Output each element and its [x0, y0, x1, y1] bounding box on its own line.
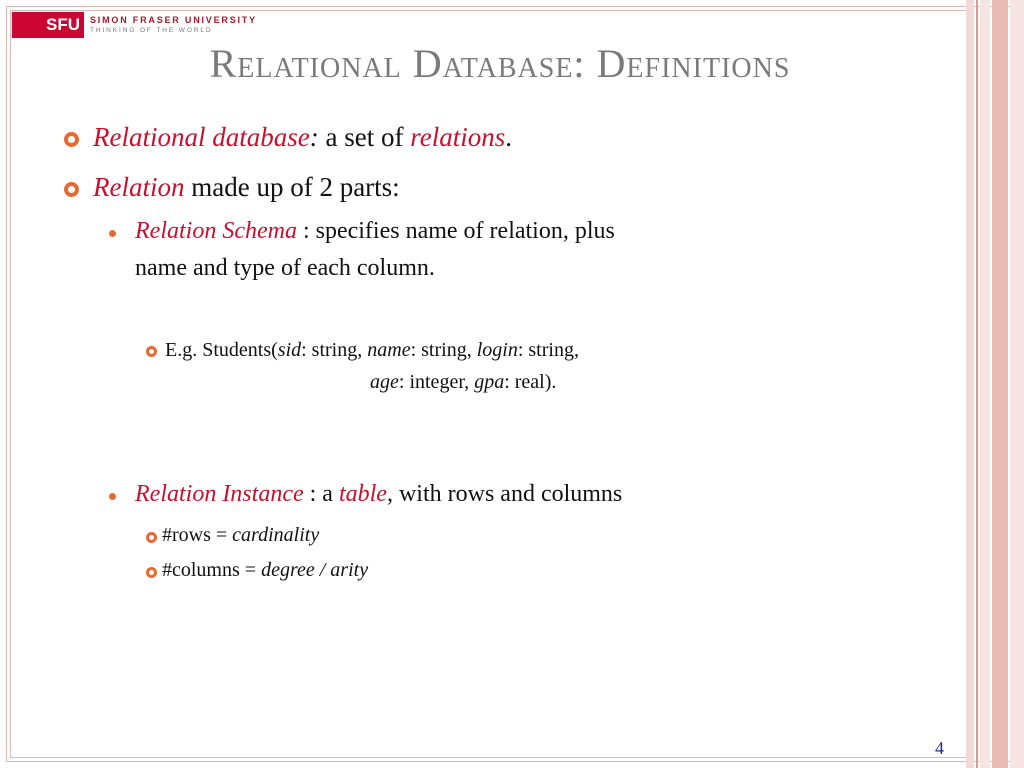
- page-number: 4: [935, 738, 944, 758]
- term-table: table: [338, 481, 387, 507]
- decor-stripe: [992, 0, 1008, 768]
- decor-stripe: [966, 0, 974, 768]
- field-login: login: [476, 339, 518, 361]
- text: E.g. Students(: [165, 339, 278, 361]
- text: #columns =: [162, 559, 262, 581]
- text: .: [505, 122, 512, 152]
- bullet-ring-icon: [146, 532, 157, 543]
- field-sid: sid: [277, 339, 302, 361]
- bullet-rows: [162, 524, 319, 547]
- term-relations: relations: [410, 122, 506, 152]
- bullet-dot-icon: [109, 230, 116, 237]
- bullet-ring-icon: [64, 182, 79, 197]
- bullet-ring-icon: [64, 132, 79, 147]
- sfu-logo: [12, 12, 257, 38]
- decor-stripe: [1010, 0, 1024, 768]
- university-name: SIMON FRASER UNIVERSITY: [90, 15, 257, 25]
- colon: :: [309, 122, 319, 152]
- bullet-ring-icon: [146, 346, 157, 357]
- bullet-dot-icon: [109, 493, 116, 500]
- term-relation-instance: Relation Instance: [135, 481, 304, 507]
- text: , with rows and columns: [386, 481, 623, 507]
- bullet-relational-database: [93, 122, 512, 153]
- example-line-1: [165, 339, 579, 362]
- bullet-ring-icon: [146, 567, 157, 578]
- text: : string,: [301, 339, 368, 361]
- text: : string,: [410, 339, 477, 361]
- bullet-columns: [162, 559, 368, 582]
- text: a set of: [318, 122, 411, 152]
- term-cardinality: cardinality: [232, 524, 320, 546]
- bullet-relation: [93, 172, 400, 203]
- relation-schema-continuation: name and type of each column.: [135, 255, 435, 281]
- example-line-2: [370, 371, 556, 394]
- field-name: name: [367, 339, 411, 361]
- term-relation: Relation: [93, 172, 185, 202]
- term-degree-arity: degree / arity: [261, 559, 369, 581]
- field-gpa: gpa: [474, 371, 505, 393]
- term-relational-database: Relational database: [93, 122, 310, 152]
- text: #rows =: [162, 524, 233, 546]
- text: : real).: [504, 371, 557, 393]
- text: : integer,: [398, 371, 475, 393]
- decor-stripe: [976, 0, 978, 768]
- university-tagline: THINKING OF THE WORLD: [90, 27, 213, 34]
- sfu-logo-mark: SFU: [12, 12, 84, 38]
- term-relation-schema: Relation Schema: [135, 218, 297, 244]
- sfu-logo-text: [90, 15, 257, 35]
- bullet-relation-schema: [135, 218, 615, 245]
- text: made up of 2 parts:: [184, 172, 400, 202]
- decor-stripe: [980, 0, 990, 768]
- text: : string,: [517, 339, 579, 361]
- text: : specifies name of relation, plus: [296, 218, 615, 244]
- field-age: age: [370, 371, 399, 393]
- slide-title: Relational Database: Definitions: [209, 41, 791, 86]
- text: : a: [303, 481, 339, 507]
- bullet-relation-instance: [135, 481, 622, 508]
